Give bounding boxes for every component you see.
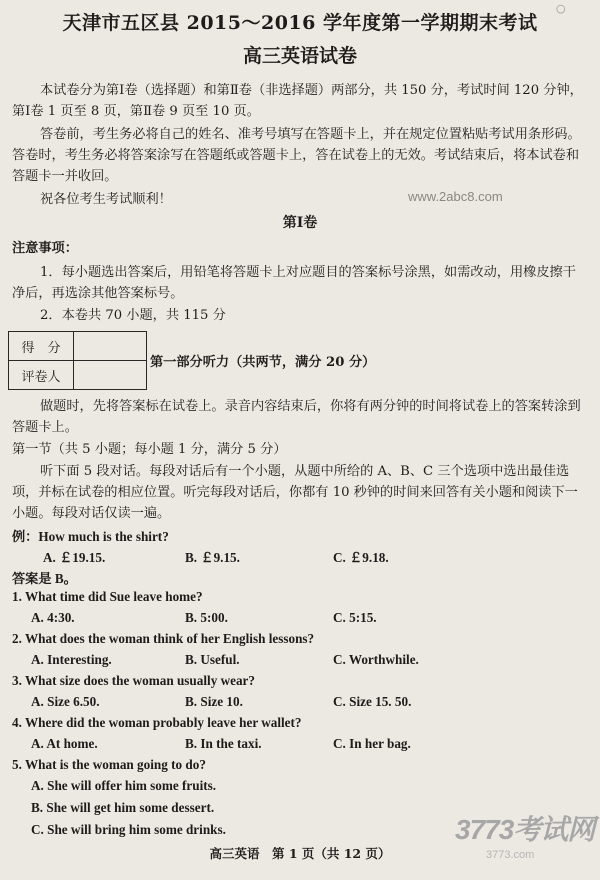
part1-title: 第一部分听力（共两节，满分 20 分）	[150, 355, 376, 370]
q3-option-b: B. Size 10.	[185, 694, 243, 709]
corner-mark: ○	[556, 2, 566, 15]
q2-option-c: C. Worthwhile.	[333, 652, 419, 667]
q5-option-c: C. She will bring him some drinks.	[31, 822, 226, 837]
grader-label: 评卷人	[9, 361, 74, 390]
note-1: 1．每小题选出答案后，用铅笔将答题卡上对应题目的答案标号涂黑，如需改动，用橡皮擦干净后，再选涂其他答案标号。	[12, 265, 576, 301]
question-4: 4. Where did the woman probably leave her wallet?	[12, 715, 302, 730]
note-2: 2．本卷共 70 小题，共 115 分	[40, 308, 226, 323]
example-question: 例：How much is the shirt?	[12, 529, 169, 544]
q5-option-b: B. She will get him some dessert.	[31, 800, 215, 815]
section-label: 第一节（共 5 小题；每小题 1 分，满分 5 分）	[12, 442, 287, 457]
grader-blank	[74, 361, 147, 390]
question-5: 5. What is the woman going to do?	[12, 757, 206, 772]
score-label: 得 分	[9, 332, 74, 361]
question-1: 1. What time did Sue leave home?	[12, 589, 203, 604]
intro-paragraph-2: 答卷前，考生务必将自己的姓名、准考号填写在答题卡上，并在规定位置粘贴考试用条形码。答卷时，考生务必将答案涂写在答题纸或答题卡上，答在试卷上的无效。考试结束后，将本试卷和答题卡一并收回。	[12, 127, 581, 184]
question-3: 3. What size does the woman usually wear?	[12, 673, 255, 688]
q4-option-a: A. At home.	[31, 736, 98, 751]
q1-option-b: B. 5:00.	[185, 610, 228, 625]
example-option-b: B. ￡9.15.	[185, 550, 240, 565]
score-blank	[74, 332, 147, 361]
part1-instruction: 做题时，先将答案标在试卷上。录音内容结束后，你将有两分钟的时间将试卷上的答案转涂到答题卡上。	[12, 399, 581, 435]
page-footer: 高三英语 第 1 页（共 12 页）	[209, 846, 391, 861]
site-logo-url: 3773.com	[486, 849, 535, 861]
section-instruction: 听下面 5 段对话。每段对话后有一个小题，从题中所给的 A、B、C 三个选项中选出最佳选项，并标在试卷的相应位置。听完每段对话后，你都有 10 秒钟的时间来回答有关小题和阅读下一小题。每段对话仅读一遍。	[12, 464, 578, 521]
q5-option-a: A. She will offer him some fruits.	[31, 778, 217, 793]
notes-title: 注意事项：	[12, 241, 78, 256]
question-2: 2. What does the woman think of her English lessons?	[12, 631, 315, 646]
example-option-c: C. ￡9.18.	[333, 550, 389, 565]
q2-option-a: A. Interesting.	[31, 652, 112, 667]
score-box	[8, 331, 147, 390]
intro-paragraph-1: 本试卷分为第Ⅰ卷（选择题）和第Ⅱ卷（非选择题）两部分，共 150 分，考试时间 120 分钟，第Ⅰ卷 1 页至 8 页，第Ⅱ卷 9 页至 10 页。	[12, 83, 583, 119]
site-logo: 3773考试网	[455, 814, 595, 845]
watermark-url: www.2abc8.com	[408, 189, 503, 204]
intro-paragraph-3: 祝各位考生考试顺利！	[40, 192, 172, 207]
q4-option-c: C. In her bag.	[333, 736, 411, 751]
exam-subtitle: 高三英语试卷	[242, 45, 357, 67]
exam-title: 天津市五区县 2015～2016 学年度第一学期期末考试	[62, 12, 538, 34]
section-heading: 第Ⅰ卷	[282, 215, 318, 231]
q4-option-b: B. In the taxi.	[185, 736, 262, 751]
q3-option-a: A. Size 6.50.	[31, 694, 100, 709]
example-option-a: A. ￡19.15.	[43, 550, 106, 565]
q1-option-a: A. 4:30.	[31, 610, 75, 625]
q3-option-c: C. Size 15. 50.	[333, 694, 412, 709]
example-answer: 答案是 B。	[12, 571, 77, 586]
q2-option-b: B. Useful.	[185, 652, 240, 667]
q1-option-c: C. 5:15.	[333, 610, 377, 625]
